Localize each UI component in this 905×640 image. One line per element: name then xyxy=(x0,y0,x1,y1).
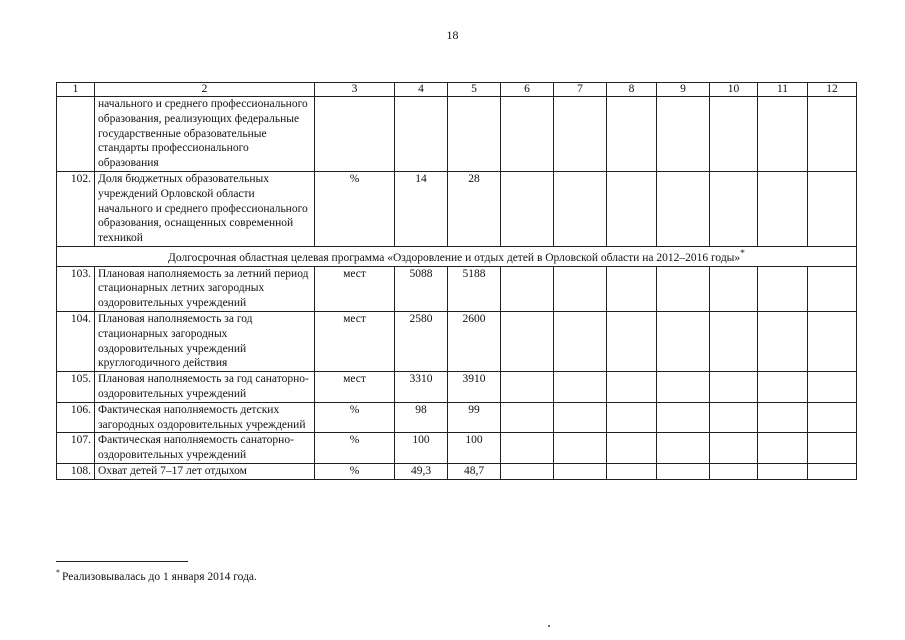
indicator-name: Плановая наполняемость за летний период стационарных летних загородных оздоровительных учреждений xyxy=(95,266,315,311)
footnote xyxy=(56,568,257,583)
value-col-4: 2580 xyxy=(395,311,448,371)
value-col-5 xyxy=(448,97,501,172)
column-number: 7 xyxy=(554,83,607,97)
value-col-5: 2600 xyxy=(448,311,501,371)
footnote-divider xyxy=(56,561,188,562)
value-col-5: 99 xyxy=(448,402,501,433)
footnote-text: Реализовывалась до 1 января 2014 года. xyxy=(62,570,257,583)
column-number: 1 xyxy=(57,83,95,97)
unit-cell xyxy=(315,97,395,172)
unit-cell: % xyxy=(315,433,395,464)
indicator-name: Фактическая наполняемость детских загородных оздоровительных учреждений xyxy=(95,402,315,433)
table-row xyxy=(57,402,857,433)
column-number: 5 xyxy=(448,83,501,97)
row-number: 107. xyxy=(57,433,95,464)
page-number: 18 xyxy=(446,28,459,42)
value-col-4: 49,3 xyxy=(395,463,448,479)
value-col-5: 3910 xyxy=(448,372,501,403)
table-row xyxy=(57,266,857,311)
column-number: 2 xyxy=(95,83,315,97)
row-number: 102. xyxy=(57,171,95,246)
unit-cell: % xyxy=(315,402,395,433)
column-number: 12 xyxy=(808,83,857,97)
column-number: 4 xyxy=(395,83,448,97)
indicator-name: Доля бюджетных образовательных учреждений Орловской области начального и среднего профессионального образования, оснащенных современной техникой xyxy=(95,171,315,246)
value-col-5: 28 xyxy=(448,171,501,246)
unit-cell: мест xyxy=(315,372,395,403)
value-col-4: 98 xyxy=(395,402,448,433)
value-col-4: 3310 xyxy=(395,372,448,403)
value-col-5: 48,7 xyxy=(448,463,501,479)
indicator-name: Плановая наполняемость за год санаторно-оздоровительных учреждений xyxy=(95,372,315,403)
indicator-name: Охват детей 7–17 лет отдыхом xyxy=(95,463,315,479)
column-number: 11 xyxy=(758,83,808,97)
row-number: 104. xyxy=(57,311,95,371)
table-row xyxy=(57,433,857,464)
value-col-4: 100 xyxy=(395,433,448,464)
unit-cell: мест xyxy=(315,311,395,371)
column-number: 8 xyxy=(607,83,657,97)
table-row xyxy=(57,171,857,246)
unit-cell: % xyxy=(315,171,395,246)
data-table xyxy=(56,82,857,480)
table-row xyxy=(57,372,857,403)
indicator-name: Плановая наполняемость за год стационарных загородных оздоровительных учреждений круглогодичного действия xyxy=(95,311,315,371)
indicator-name: начального и среднего профессионального образования, реализующих федеральные государственные образовательные стандарты профессионального образования xyxy=(95,97,315,172)
section-title: Долгосрочная областная целевая программа «Оздоровление и отдых детей в Орловской области на 2012–2016 годы» xyxy=(168,251,741,264)
value-col-4: 14 xyxy=(395,171,448,246)
section-title-cell xyxy=(57,246,857,266)
unit-cell: мест xyxy=(315,266,395,311)
table-row xyxy=(57,311,857,371)
column-number: 9 xyxy=(657,83,710,97)
value-col-4: 5088 xyxy=(395,266,448,311)
column-number: 6 xyxy=(501,83,554,97)
unit-cell: % xyxy=(315,463,395,479)
value-col-4 xyxy=(395,97,448,172)
footnote-marker: * xyxy=(740,247,745,259)
value-col-5: 100 xyxy=(448,433,501,464)
indicator-name: Фактическая наполняемость санаторно-оздоровительных учреждений xyxy=(95,433,315,464)
row-number: 108. xyxy=(57,463,95,479)
footnote-marker: * xyxy=(56,568,60,577)
value-col-5: 5188 xyxy=(448,266,501,311)
column-number: 10 xyxy=(710,83,758,97)
row-number: 103. xyxy=(57,266,95,311)
table-row xyxy=(57,463,857,479)
scan-speck xyxy=(548,625,550,627)
column-number: 3 xyxy=(315,83,395,97)
section-header-row xyxy=(57,246,857,266)
row-number: 105. xyxy=(57,372,95,403)
row-number xyxy=(57,97,95,172)
row-number: 106. xyxy=(57,402,95,433)
column-number-row xyxy=(57,83,857,97)
table-row xyxy=(57,97,857,172)
